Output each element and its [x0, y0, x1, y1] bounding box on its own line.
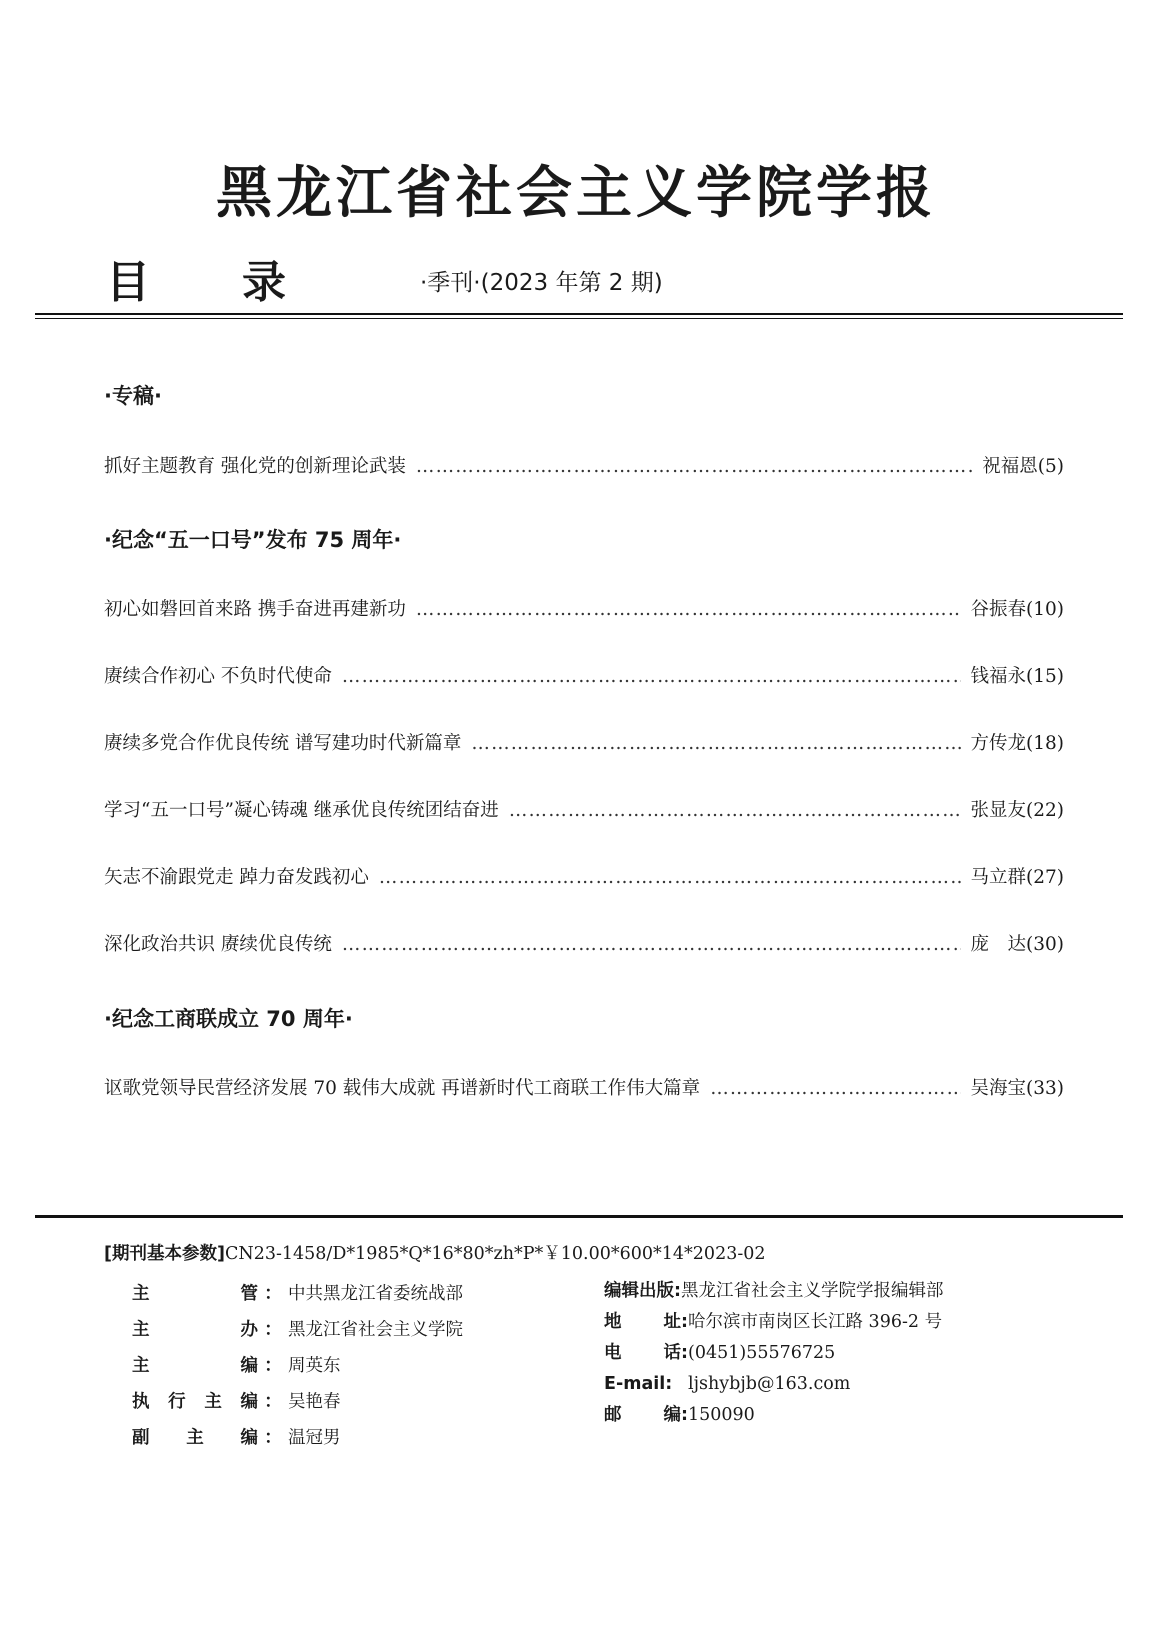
masthead-sep: ： — [264, 1392, 282, 1412]
masthead-key-char: 主 — [186, 1428, 204, 1448]
dot-leader — [710, 1074, 960, 1104]
section-title: ·纪念“五一口号”发布 75 周年· — [104, 528, 402, 552]
masthead-key — [604, 1338, 688, 1369]
masthead-key — [132, 1348, 258, 1384]
entry-title: 深化政治共识 赓续优良传统 — [104, 934, 332, 955]
masthead-key — [132, 1384, 258, 1420]
masthead-row — [604, 1400, 1124, 1431]
toc-entry[interactable] — [104, 662, 1064, 692]
entry-title: 初心如磐回首来路 携手奋进再建新功 — [104, 599, 406, 620]
masthead-value: 黑龙江省社会主义学院 — [288, 1320, 463, 1340]
entry-author-page: 谷振春(10) — [970, 599, 1064, 620]
masthead-key-char: 编 — [240, 1392, 258, 1412]
masthead-key-char: 邮 — [604, 1405, 622, 1425]
masthead-key-char: 址: — [663, 1312, 688, 1332]
dot-leader — [509, 796, 961, 826]
masthead-value: 吴艳春 — [288, 1392, 341, 1412]
masthead-key-char: 编辑出版: — [604, 1281, 681, 1301]
entry-title: 赓续合作初心 不负时代使命 — [104, 666, 332, 687]
entry-author-page: 方传龙(18) — [970, 733, 1064, 754]
toc-heading-char: 录 — [242, 257, 286, 308]
masthead-key-char: 话: — [663, 1343, 688, 1363]
masthead-key-char: 编: — [663, 1405, 688, 1425]
masthead-value: 中共黑龙江省委统战部 — [288, 1284, 463, 1304]
toc-entry[interactable] — [104, 729, 1064, 759]
masthead-value[interactable]: ljshybjb@163.com — [688, 1374, 851, 1394]
section-title: ·纪念工商联成立 70 周年· — [104, 1007, 353, 1031]
entry-author-page: 庞 达(30) — [970, 934, 1064, 955]
masthead-key — [604, 1307, 688, 1338]
masthead-left — [132, 1276, 532, 1456]
parameters-label: [期刊基本参数] — [104, 1244, 225, 1264]
masthead-sep: ： — [264, 1320, 282, 1340]
toc-entry[interactable] — [104, 452, 1064, 482]
masthead-row — [132, 1348, 532, 1384]
masthead-row — [132, 1312, 532, 1348]
masthead-key-char: 副 — [132, 1428, 150, 1448]
toc-entry[interactable] — [104, 595, 1064, 625]
toc-entry[interactable] — [104, 863, 1064, 893]
masthead-key-char: 办 — [240, 1320, 258, 1340]
masthead-key — [604, 1276, 681, 1307]
dot-leader — [471, 729, 960, 759]
dot-leader — [416, 595, 961, 625]
entry-title: 矢志不渝跟党走 踔力奋发践初心 — [104, 867, 369, 888]
masthead-key-char: 主 — [132, 1320, 150, 1340]
journal-parameters — [104, 1240, 766, 1268]
masthead-sep: ： — [264, 1284, 282, 1304]
entry-author-page: 祝福恩(5) — [982, 456, 1064, 477]
section-title: ·专稿· — [104, 384, 162, 408]
masthead-key-char: 地 — [604, 1312, 622, 1332]
entry-title: 赓续多党合作优良传统 谱写建功时代新篇章 — [104, 733, 462, 754]
masthead-value: 150090 — [688, 1405, 755, 1425]
masthead-right — [604, 1276, 1124, 1431]
toc-entry[interactable] — [104, 930, 1064, 960]
toc-entry[interactable] — [104, 1074, 1064, 1104]
masthead-row — [604, 1338, 1124, 1369]
masthead-sep: ： — [264, 1428, 282, 1448]
masthead-value: 哈尔滨市南岗区长江路 396-2 号 — [688, 1312, 943, 1332]
masthead-row — [132, 1276, 532, 1312]
issue-info: ·季刊·(2023 年第 2 期) — [420, 270, 663, 296]
entry-title: 学习“五一口号”凝心铸魂 继承优良传统团结奋进 — [104, 800, 499, 821]
dot-leader — [379, 863, 961, 893]
masthead-key — [604, 1369, 688, 1400]
entry-author-page: 张显友(22) — [970, 800, 1064, 821]
entry-author-page: 马立群(27) — [970, 867, 1064, 888]
dot-leader — [342, 662, 961, 692]
entry-author-page: 钱福永(15) — [970, 666, 1064, 687]
masthead-key-char: E-mail: — [604, 1374, 673, 1394]
masthead-key-char: 管 — [240, 1284, 258, 1304]
masthead-key — [604, 1400, 688, 1431]
masthead-key-char: 主 — [204, 1392, 222, 1412]
masthead-value: 黑龙江省社会主义学院学报编辑部 — [681, 1281, 944, 1301]
entry-title: 讴歌党领导民营经济发展 70 载伟大成就 再谱新时代工商联工作伟大篇章 — [104, 1078, 701, 1099]
parameters-value: CN23-1458/D*1985*Q*16*80*zh*P*￥10.00*600*14*2023-02 — [225, 1244, 766, 1264]
masthead-value: (0451)55576725 — [688, 1343, 836, 1363]
entry-title: 抓好主题教育 强化党的创新理论武装 — [104, 456, 406, 477]
masthead-key-char: 编 — [240, 1428, 258, 1448]
masthead-key-char: 主 — [132, 1356, 150, 1376]
dot-leader — [342, 930, 961, 960]
bottom-rule — [35, 1215, 1123, 1218]
dot-leader — [416, 452, 972, 482]
top-rule-thin — [35, 318, 1123, 319]
toc-heading — [106, 258, 286, 308]
entry-author-page: 吴海宝(33) — [970, 1078, 1064, 1099]
masthead-key-char: 主 — [132, 1284, 150, 1304]
masthead-row — [604, 1307, 1124, 1338]
masthead-row — [132, 1384, 532, 1420]
toc-entry[interactable] — [104, 796, 1064, 826]
masthead-row — [604, 1369, 1124, 1400]
masthead-sep: ： — [264, 1356, 282, 1376]
masthead-key — [132, 1276, 258, 1312]
masthead-key — [132, 1420, 258, 1456]
masthead-value: 周英东 — [288, 1356, 341, 1376]
masthead-key-char: 编 — [240, 1356, 258, 1376]
masthead-row — [132, 1420, 532, 1456]
masthead-row — [604, 1276, 1124, 1307]
masthead-key-char: 行 — [168, 1392, 186, 1412]
masthead-key — [132, 1312, 258, 1348]
masthead-value: 温冠男 — [288, 1428, 341, 1448]
masthead-key-char: 执 — [132, 1392, 150, 1412]
toc-heading-char: 目 — [106, 257, 150, 308]
top-rule — [35, 313, 1123, 315]
journal-title: 黑龙江省社会主义学院学报 — [216, 160, 936, 226]
masthead-key-char: 电 — [604, 1343, 622, 1363]
